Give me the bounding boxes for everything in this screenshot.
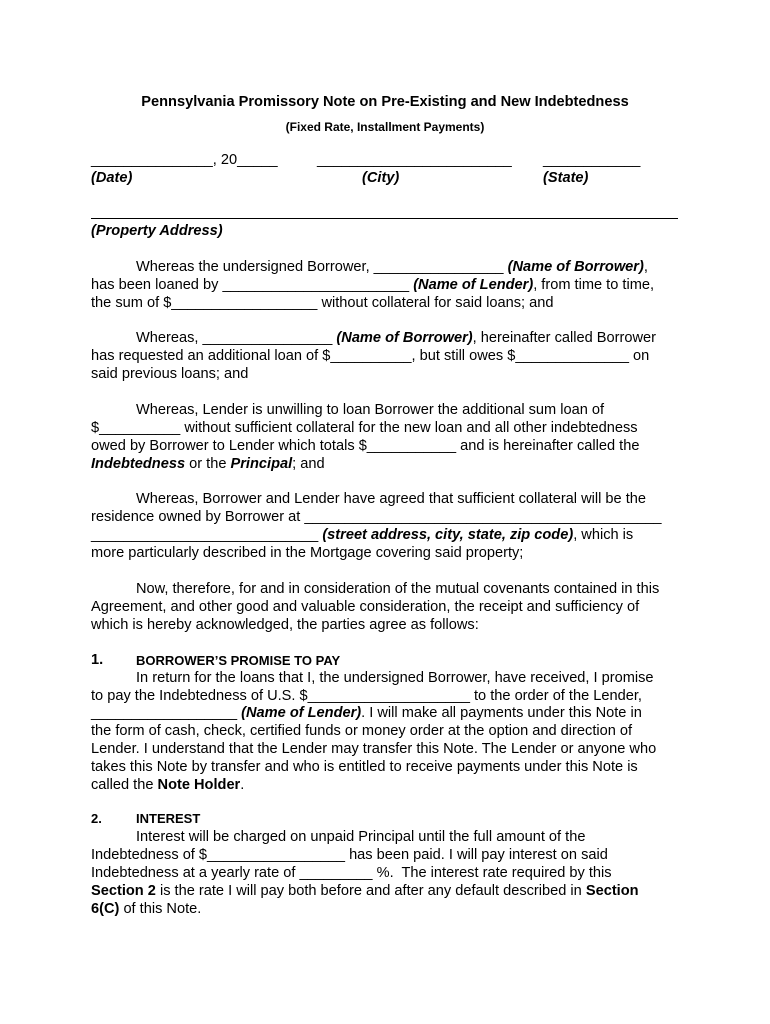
recital2-line3: said previous loans; and [91,366,249,382]
recital1-line2: has been loaned by _______________________ (Name of Lender), from time to time, [91,277,655,293]
property-address-label: (Property Address) [91,223,223,239]
document-subtitle: (Fixed Rate, Installment Payments) [285,120,485,134]
recital4-line4: more particularly described in the Mortgage covering said property; [91,545,524,561]
section1-line3: __________________ (Name of Lender). I will make all payments under this Note in [91,705,642,721]
document-title: Pennsylvania Promissory Note on Pre-Existing and New Indebtedness [141,94,629,110]
recital2-line2: has requested an additional loan of $__________, but still owes $______________ on [91,348,650,364]
recital3-line4: Indebtedness or the Principal; and [91,456,325,472]
section1-line1: In return for the loans that I, the undersigned Borrower, have received, I promise [136,670,654,686]
recital5-line3: which is hereby acknowledged, the parties agree as follows: [91,617,479,633]
section1-number: 1. [91,652,104,668]
section2-line1: Interest will be charged on unpaid Principal until the full amount of the [136,829,586,845]
recital1-line3: the sum of $__________________ without collateral for said loans; and [91,295,554,311]
section1-line2: to pay the Indebtedness of U.S. $____________________ to the order of the Lender, [91,688,642,704]
recital4-line1: Whereas, Borrower and Lender have agreed that sufficient collateral will be the [136,491,646,507]
section2-line2: Indebtedness of $_________________ has been paid. I will pay interest on said [91,847,608,863]
recital3-line2: $__________ without sufficient collateral for the new loan and all other indebtedness [91,420,638,436]
recital5-line1: Now, therefore, for and in consideration of the mutual covenants contained in this [136,581,660,597]
section1-line5: Lender. I understand that the Lender may transfer this Note. The Lender or anyone who [91,741,657,757]
recital4-line2: residence owned by Borrower at ____________________________________________ [91,509,662,525]
recital5-line2: Agreement, and other good and valuable consideration, the receipt and sufficiency of [91,599,640,615]
recital3-line1: Whereas, Lender is unwilling to loan Borrower the additional sum loan of [136,402,605,418]
date-label: (Date) [91,170,133,186]
section2-number: 2. [91,811,102,826]
section1-line7: called the Note Holder. [91,777,245,793]
date-blank: _______________, 20_____ [91,152,278,168]
recital3-line3: owed by Borrower to Lender which totals $___________ and is hereinafter called the [91,438,640,454]
city-label: (City) [362,170,400,186]
section2-line3: Indebtedness at a yearly rate of _________ %. The interest rate required by this [91,865,612,881]
state-label: (State) [543,170,589,186]
recital1-line1: Whereas the undersigned Borrower, ________________ (Name of Borrower), [136,259,648,275]
recital2-line1: Whereas, ________________ (Name of Borrower), hereinafter called Borrower [136,330,656,346]
section1-line6: takes this Note by transfer and who is entitled to receive payments under this Note is [91,759,638,775]
section2-line4: Section 2 is the rate I will pay both before and after any default described in Section [91,883,639,899]
section2-line5: 6(C) of this Note. [91,901,202,917]
property-address-rule [91,218,678,219]
section1-line4: the form of cash, check, certified funds or money order at the option and direction of [91,723,633,739]
city-blank: ________________________ [317,152,512,168]
section1-heading: BORROWER’S PROMISE TO PAY [136,653,341,668]
state-blank: ____________ [543,152,641,168]
section2-heading: INTEREST [136,811,201,826]
recital4-line3: ____________________________ (street address, city, state, zip code), which is [91,527,634,543]
